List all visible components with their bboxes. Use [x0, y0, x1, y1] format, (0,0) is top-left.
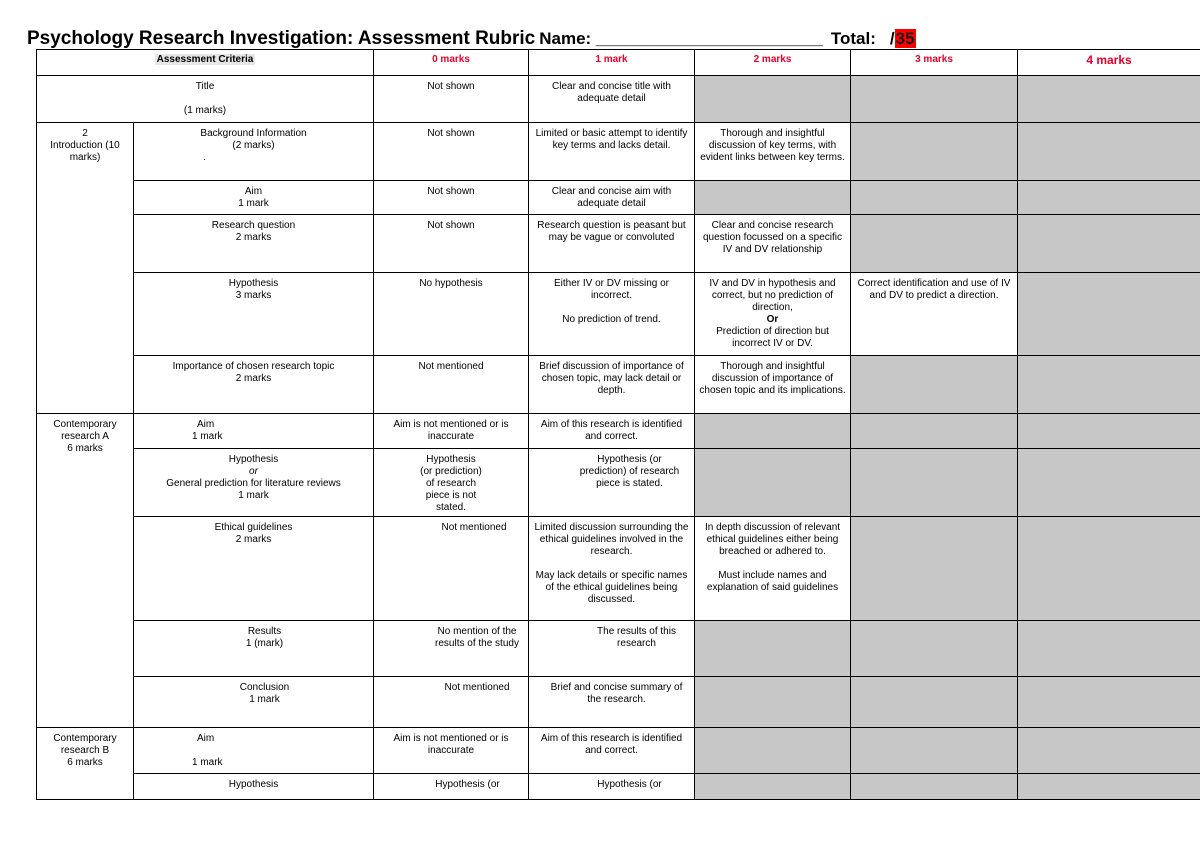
section-cell: Contemporary research B 6 marks: [37, 728, 134, 800]
zero-marks-cell: Not shown: [374, 76, 529, 123]
zero-marks-cell: Hypothesis (or: [374, 774, 529, 800]
empty-cell: [695, 728, 851, 774]
empty-cell: [695, 774, 851, 800]
zero-marks-cell: Not shown: [374, 215, 529, 273]
one-mark-cell: Brief discussion of importance of chosen topic, may lack detail or depth.: [529, 356, 695, 414]
zero-marks-cell: No hypothesis: [374, 273, 529, 356]
criteria-cell: Importance of chosen research topic 2 marks: [134, 356, 374, 414]
empty-cell: [1018, 677, 1200, 728]
two-marks-cell: Clear and concise research question focussed on a specific IV and DV relationship: [695, 215, 851, 273]
zero-marks-cell: Not mentioned: [374, 517, 529, 621]
empty-cell: [695, 621, 851, 677]
empty-cell: [851, 677, 1018, 728]
one-mark-cell: Aim of this research is identified and correct.: [529, 728, 695, 774]
one-mark-cell: Hypothesis (or: [529, 774, 695, 800]
empty-cell: [851, 728, 1018, 774]
criteria-cell: Aim 1 mark: [134, 728, 374, 774]
empty-cell: [851, 215, 1018, 273]
one-mark-header: 1 mark: [529, 50, 695, 76]
empty-cell: [695, 677, 851, 728]
table-row: [37, 356, 1200, 414]
empty-cell: [1018, 123, 1200, 181]
table-row: [37, 677, 1200, 728]
zero-marks-cell: Hypothesis (or prediction) of research piece is not stated.: [374, 449, 529, 517]
empty-cell: [1018, 774, 1200, 800]
empty-cell: [851, 517, 1018, 621]
empty-cell: [1018, 414, 1200, 449]
criteria-cell: Hypothesis: [134, 774, 374, 800]
criteria-cell: Aim 1 mark: [134, 181, 374, 215]
two-marks-cell: In depth discussion of relevant ethical guidelines either being breached or adhered to. Must include names and explanation of said guidelines: [695, 517, 851, 621]
table-row: [37, 414, 1200, 449]
header-row: [37, 50, 1200, 76]
table-row: [37, 621, 1200, 677]
three-marks-header: 3 marks: [851, 50, 1018, 76]
empty-cell: [1018, 215, 1200, 273]
criteria-cell: Conclusion 1 mark: [134, 677, 374, 728]
zero-marks-cell: Not shown: [374, 123, 529, 181]
criteria-header: Assessment Criteria: [37, 50, 374, 76]
one-mark-cell: Brief and concise summary of the research.: [529, 677, 695, 728]
table-row: [37, 215, 1200, 273]
two-marks-cell: Thorough and insightful discussion of key terms, with evident links between key terms.: [695, 123, 851, 181]
zero-marks-cell: Not mentioned: [374, 677, 529, 728]
one-mark-cell: Clear and concise title with adequate detail: [529, 76, 695, 123]
table-row: [37, 273, 1200, 356]
empty-cell: [851, 123, 1018, 181]
one-mark-cell: Limited discussion surrounding the ethical guidelines involved in the research. May lack details or specific names of the ethical guidelines being discussed.: [529, 517, 695, 621]
criteria-cell: Background Information (2 marks) .: [134, 123, 374, 181]
empty-cell: [1018, 517, 1200, 621]
empty-cell: [1018, 621, 1200, 677]
empty-cell: [1018, 76, 1200, 123]
criteria-cell: Ethical guidelines 2 marks: [134, 517, 374, 621]
two-marks-cell: Thorough and insightful discussion of importance of chosen topic and its implications.: [695, 356, 851, 414]
zero-marks-header: 0 marks: [374, 50, 529, 76]
criteria-cell: Title (1 marks): [37, 76, 374, 123]
table-row: [37, 76, 1200, 123]
empty-cell: [1018, 356, 1200, 414]
empty-cell: [695, 414, 851, 449]
empty-cell: [851, 356, 1018, 414]
one-mark-cell: Clear and concise aim with adequate detail: [529, 181, 695, 215]
empty-cell: [851, 181, 1018, 215]
total-score: 35: [895, 29, 915, 48]
empty-cell: [695, 449, 851, 517]
two-marks-cell: IV and DV in hypothesis and correct, but no prediction of direction, Or Prediction of direction but incorrect IV or DV.: [695, 273, 851, 356]
criteria-cell: Aim 1 mark: [134, 414, 374, 449]
one-mark-cell: Limited or basic attempt to identify key terms and lacks detail.: [529, 123, 695, 181]
one-mark-cell: Aim of this research is identified and correct.: [529, 414, 695, 449]
empty-cell: [695, 181, 851, 215]
empty-cell: [1018, 273, 1200, 356]
two-marks-header: 2 marks: [695, 50, 851, 76]
table-row: [37, 181, 1200, 215]
total-label: Total:: [830, 29, 876, 48]
table-row: [37, 449, 1200, 517]
page-title: [27, 28, 916, 50]
one-mark-cell: Hypothesis (or prediction) of research piece is stated.: [529, 449, 695, 517]
table-row: [37, 728, 1200, 774]
three-marks-cell: Correct identification and use of IV and DV to predict a direction.: [851, 273, 1018, 356]
criteria-cell: Results 1 (mark): [134, 621, 374, 677]
zero-marks-cell: Not shown: [374, 181, 529, 215]
one-mark-cell: Research question is peasant but may be vague or convoluted: [529, 215, 695, 273]
table-row: [37, 517, 1200, 621]
section-cell: Contemporary research A 6 marks: [37, 414, 134, 728]
four-marks-header: 4 marks: [1018, 50, 1200, 76]
table-row: [37, 774, 1200, 800]
empty-cell: [1018, 181, 1200, 215]
criteria-cell: Hypothesis or General prediction for literature reviews 1 mark: [134, 449, 374, 517]
empty-cell: [851, 76, 1018, 123]
criteria-cell: Research question 2 marks: [134, 215, 374, 273]
table-row: [37, 123, 1200, 181]
zero-marks-cell: Aim is not mentioned or is inaccurate: [374, 414, 529, 449]
one-mark-cell: The results of this research: [529, 621, 695, 677]
name-field: Name: ________________________: [539, 29, 823, 48]
one-mark-cell: Either IV or DV missing or incorrect. No prediction of trend.: [529, 273, 695, 356]
rubric-table: [36, 49, 1200, 800]
empty-cell: [1018, 449, 1200, 517]
zero-marks-cell: Not mentioned: [374, 356, 529, 414]
empty-cell: [1018, 728, 1200, 774]
rubric-title: Psychology Research Investigation: Assessment Rubric: [27, 28, 536, 49]
empty-cell: [851, 774, 1018, 800]
empty-cell: [851, 621, 1018, 677]
zero-marks-cell: No mention of the results of the study: [374, 621, 529, 677]
zero-marks-cell: Aim is not mentioned or is inaccurate: [374, 728, 529, 774]
section-cell: 2 Introduction (10 marks): [37, 123, 134, 414]
criteria-cell: Hypothesis 3 marks: [134, 273, 374, 356]
empty-cell: [695, 76, 851, 123]
empty-cell: [851, 449, 1018, 517]
total-slash: /: [889, 29, 895, 48]
empty-cell: [851, 414, 1018, 449]
